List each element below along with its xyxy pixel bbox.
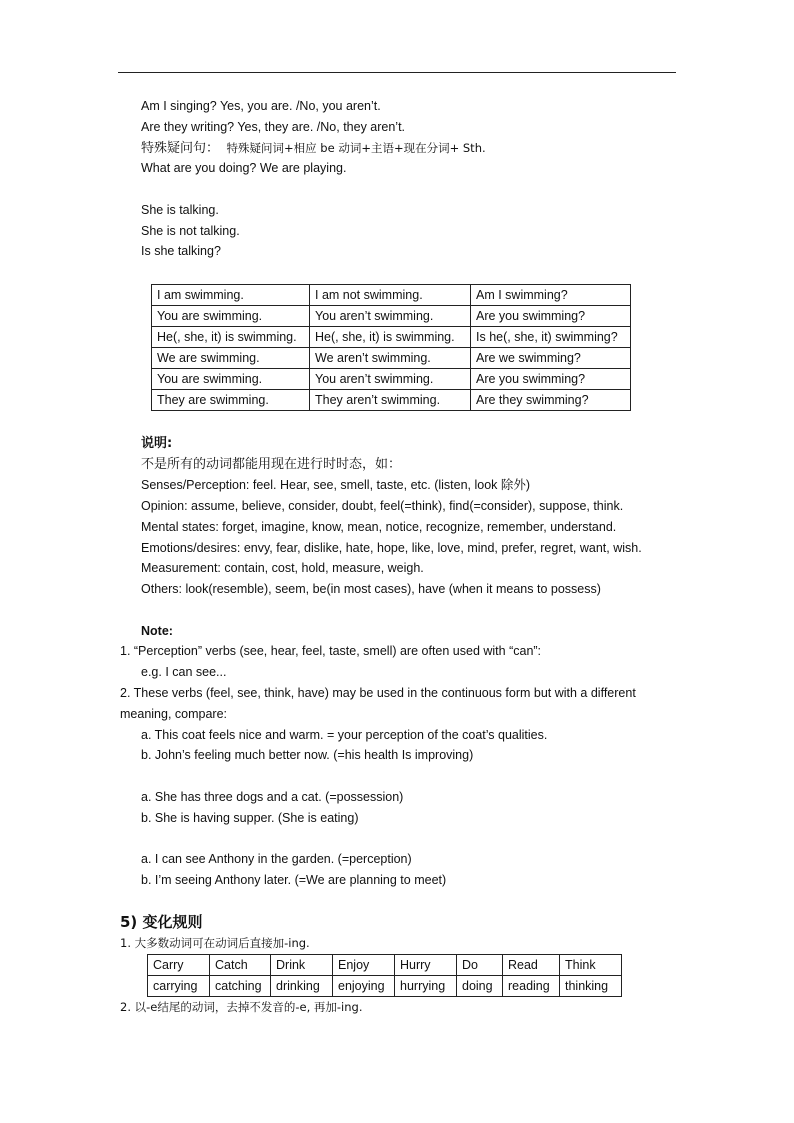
table-cell: We aren’t swimming.: [310, 348, 471, 369]
table-row: [152, 285, 631, 306]
table-cell: Are they swimming?: [471, 390, 631, 411]
verb-category-others: Others: look(resemble), seem, be(in most cases), have (when it means to possess): [141, 582, 601, 596]
table-cell: Are you swimming?: [471, 306, 631, 327]
verb-cell: Carry: [148, 955, 210, 976]
verb-cell: Do: [457, 955, 503, 976]
rule-2: 2. 以-e结尾的动词，去掉不发音的-e, 再加-ing.: [120, 1000, 363, 1014]
verb-category-opinion: Opinion: assume, believe, consider, doubt, feel(=think), find(=consider), suppose, think.: [141, 499, 624, 513]
ing-cell: catching: [210, 976, 271, 997]
table-cell: He(, she, it) is swimming.: [152, 327, 310, 348]
example-line: She is talking.: [141, 203, 219, 217]
verb-category-senses: Senses/Perception: feel. Hear, see, smell, taste, etc. (listen, look 除外): [141, 478, 531, 492]
compare-example: b. She is having supper. (She is eating): [141, 811, 359, 825]
compare-example: a. This coat feels nice and warm. = your perception of the coat’s qualities.: [141, 728, 548, 742]
example-line: She is not talking.: [141, 224, 240, 238]
verb-cell: Hurry: [395, 955, 457, 976]
note-item-1: 1. “Perception” verbs (see, hear, feel, taste, smell) are often used with “can”:: [120, 644, 542, 658]
table-cell: You aren’t swimming.: [310, 306, 471, 327]
verb-cell: Enjoy: [333, 955, 395, 976]
note-item-2: 2. These verbs (feel, see, think, have) may be used in the continuous form but with a different: [120, 686, 636, 700]
note-title: Note:: [141, 624, 173, 638]
ing-table: [147, 954, 622, 997]
example-line: Am I singing? Yes, you are. /No, you aren’t.: [141, 99, 381, 113]
ing-cell: enjoying: [333, 976, 395, 997]
compare-example: b. I’m seeing Anthony later. (=We are planning to meet): [141, 873, 447, 887]
verb-cell: Read: [503, 955, 560, 976]
ing-cell: hurrying: [395, 976, 457, 997]
note-item-2-cont: meaning, compare:: [120, 707, 228, 721]
table-row: [152, 348, 631, 369]
explain-title: 说明:: [141, 436, 173, 451]
special-question-label: 特殊疑问句：: [141, 141, 220, 156]
example-line: Are they writing? Yes, they are. /No, they aren’t.: [141, 120, 406, 134]
verb-cell: Drink: [271, 955, 333, 976]
table-row: [152, 390, 631, 411]
table-row: [152, 306, 631, 327]
table-cell: Are you swimming?: [471, 369, 631, 390]
ing-cell: carrying: [148, 976, 210, 997]
table-cell: Is he(, she, it) swimming?: [471, 327, 631, 348]
special-question-line: [141, 140, 486, 157]
explain-intro: 不是所有的动词都能用现在进行时时态，如：: [141, 457, 402, 472]
verb-category-mental: Mental states: forget, imagine, know, mean, notice, recognize, remember, understand.: [141, 520, 617, 534]
ing-cell: thinking: [560, 976, 622, 997]
compare-example: b. John’s feeling much better now. (=his health Is improving): [141, 748, 474, 762]
special-question-rule: 特殊疑问词+相应 be 动词+主语+现在分词+ Sth.: [226, 141, 486, 155]
section-heading: 5) 变化规则: [120, 913, 203, 931]
ing-cell: reading: [503, 976, 560, 997]
conjugation-table: [151, 284, 631, 411]
compare-example: a. I can see Anthony in the garden. (=perception): [141, 852, 412, 866]
compare-example: a. She has three dogs and a cat. (=possession): [141, 790, 404, 804]
verb-cell: Think: [560, 955, 622, 976]
table-cell: They are swimming.: [152, 390, 310, 411]
table-cell: We are swimming.: [152, 348, 310, 369]
ing-cell: drinking: [271, 976, 333, 997]
table-cell: Are we swimming?: [471, 348, 631, 369]
base-verb-row: [148, 955, 622, 976]
table-row: [152, 327, 631, 348]
table-cell: I am not swimming.: [310, 285, 471, 306]
ing-cell: doing: [457, 976, 503, 997]
header-rule: [118, 72, 676, 73]
table-cell: Am I swimming?: [471, 285, 631, 306]
example-line: What are you doing? We are playing.: [141, 161, 347, 175]
table-cell: You aren’t swimming.: [310, 369, 471, 390]
table-row: [152, 369, 631, 390]
table-cell: You are swimming.: [152, 369, 310, 390]
verb-category-emotions: Emotions/desires: envy, fear, dislike, hate, hope, like, love, mind, prefer, regret, want, wish.: [141, 541, 642, 555]
table-cell: They aren’t swimming.: [310, 390, 471, 411]
example-line: Is she talking?: [141, 244, 221, 258]
note-item-1-example: e.g. I can see...: [141, 665, 227, 679]
verb-category-measurement: Measurement: contain, cost, hold, measure, weigh.: [141, 561, 424, 575]
table-cell: I am swimming.: [152, 285, 310, 306]
table-cell: He(, she, it) is swimming.: [310, 327, 471, 348]
ing-form-row: [148, 976, 622, 997]
table-cell: You are swimming.: [152, 306, 310, 327]
rule-1: 1. 大多数动词可在动词后直接加-ing.: [120, 936, 310, 950]
verb-cell: Catch: [210, 955, 271, 976]
